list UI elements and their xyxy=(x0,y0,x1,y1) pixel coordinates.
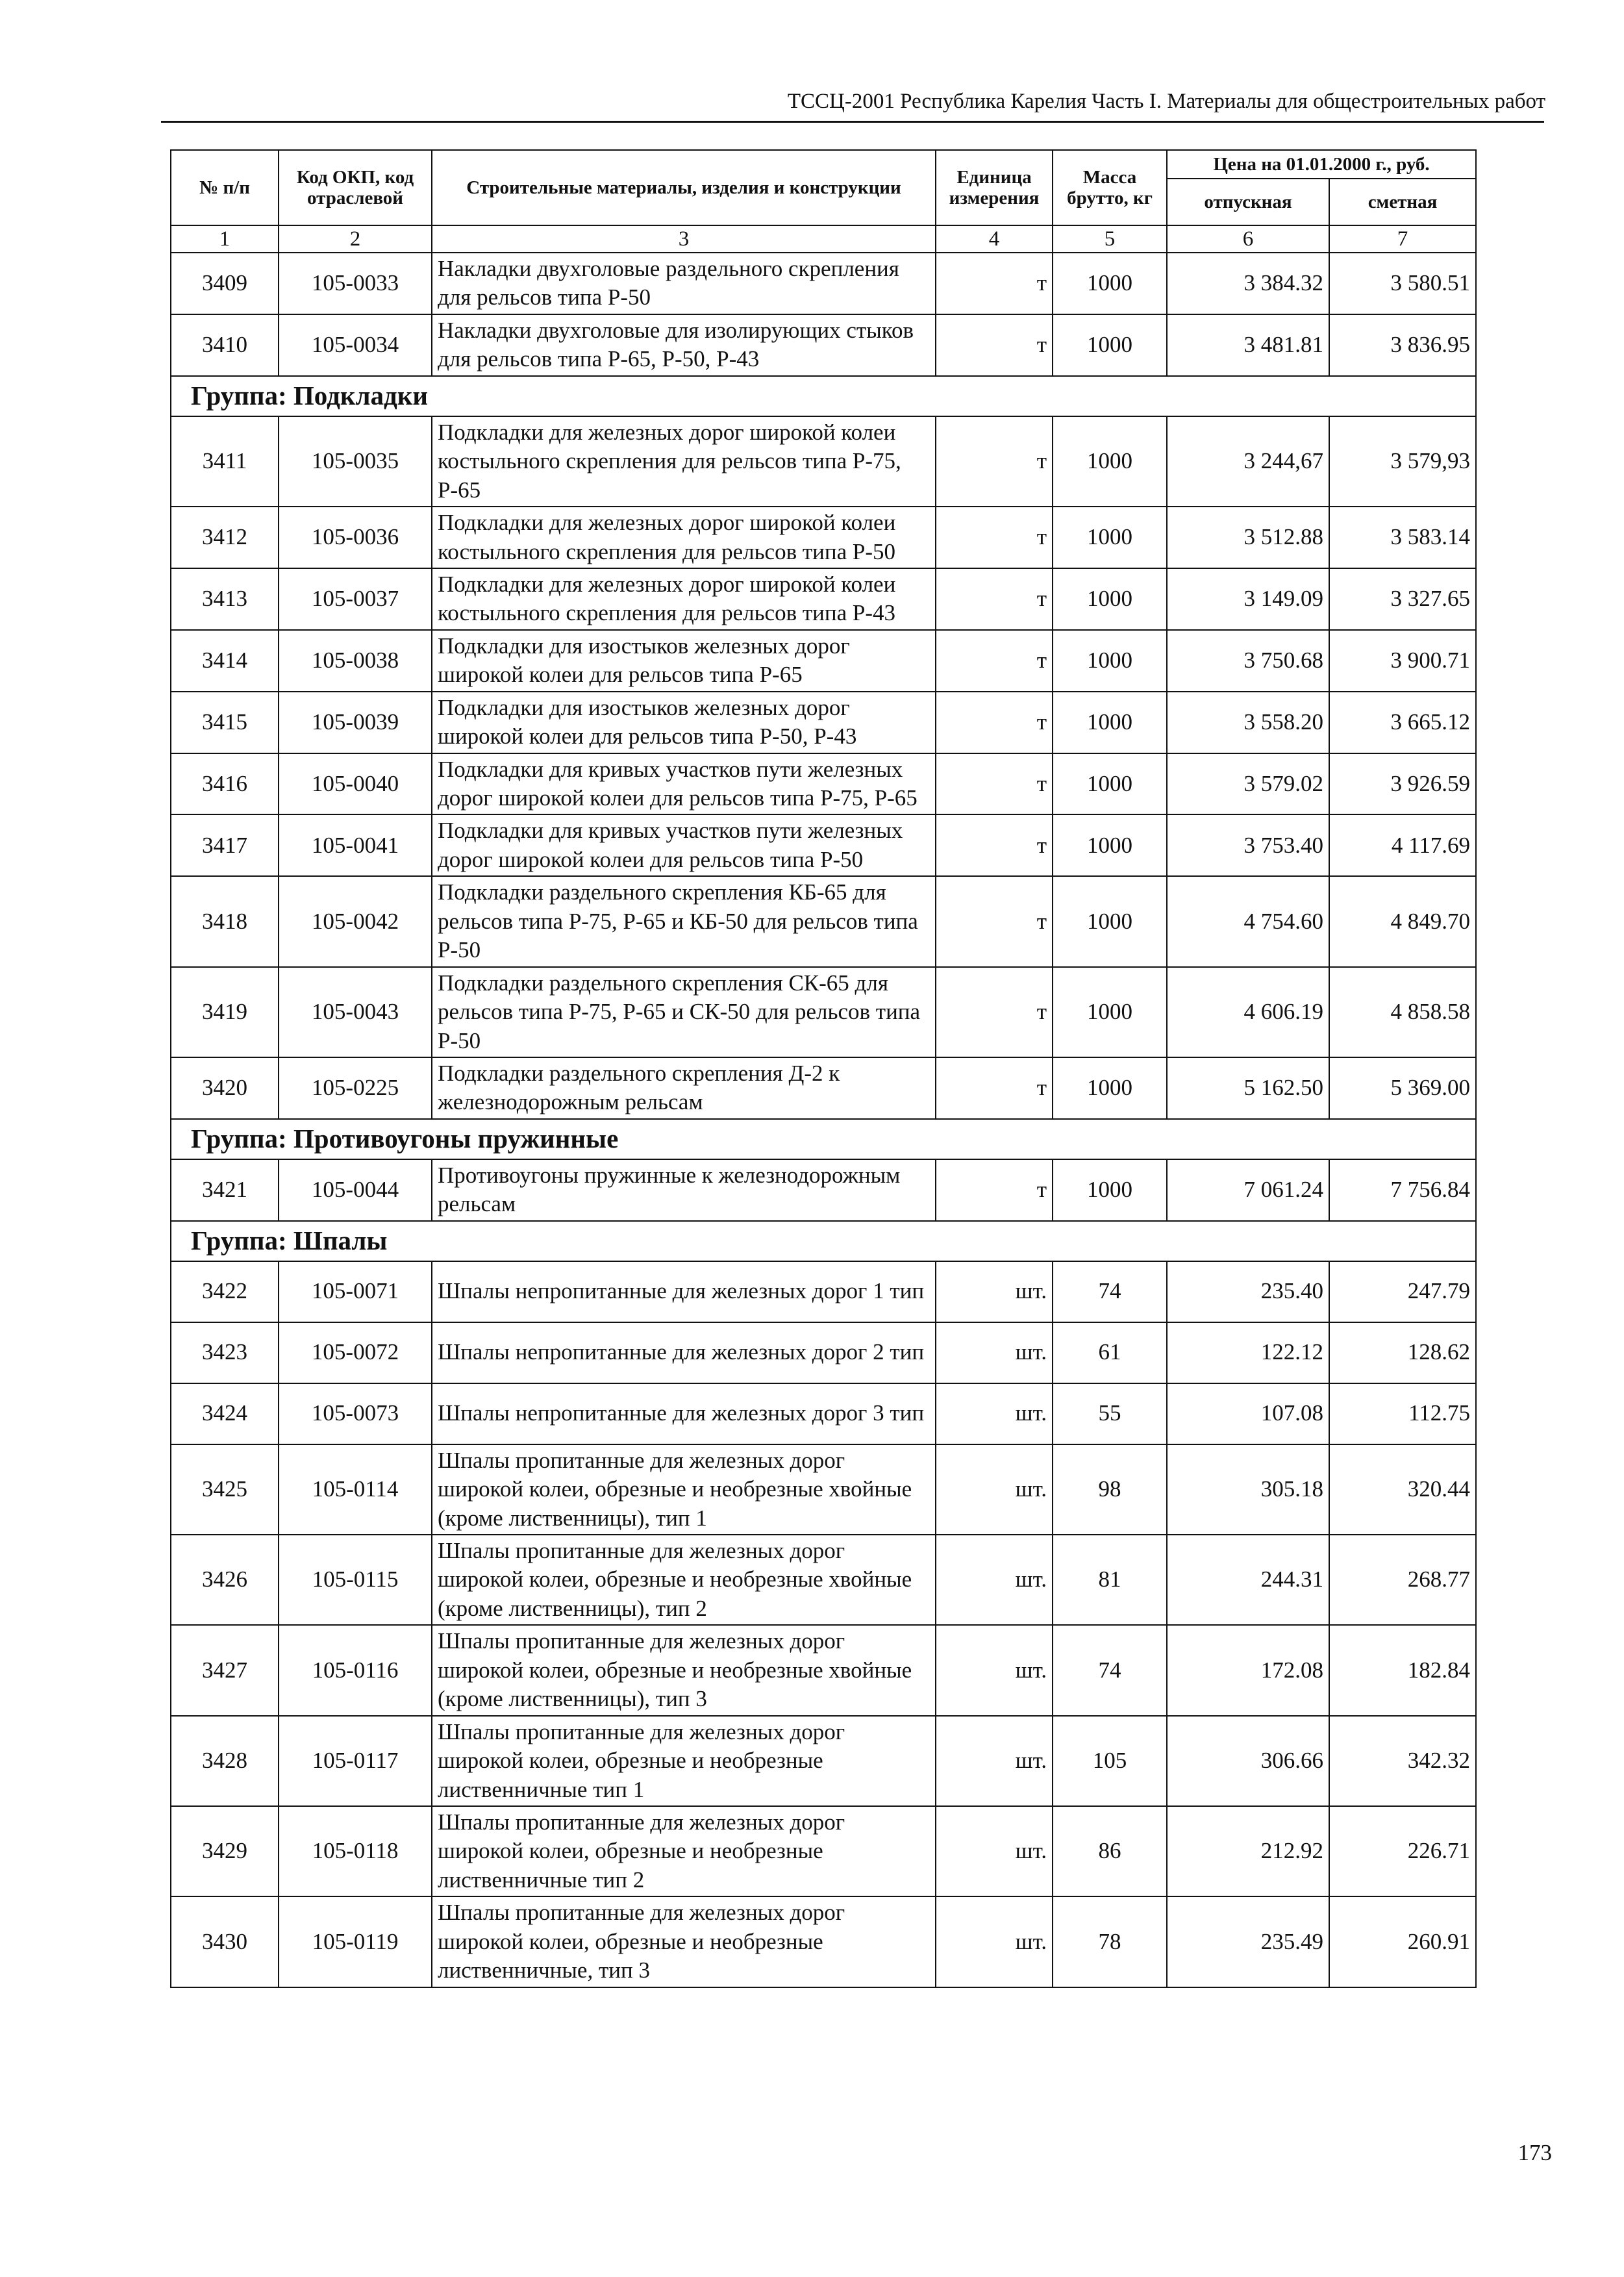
row-number: 3430 xyxy=(171,1896,279,1987)
unit-of-measure: шт. xyxy=(936,1896,1053,1987)
release-price: 3 750.68 xyxy=(1167,630,1329,692)
okp-code: 105-0035 xyxy=(279,416,432,507)
okp-code: 105-0043 xyxy=(279,967,432,1057)
row-number: 3423 xyxy=(171,1322,279,1383)
release-price: 3 244,67 xyxy=(1167,416,1329,507)
material-name: Подкладки для железных дорог широкой колеи костыльного скрепления для рельсов типа Р-75, Р-65 xyxy=(432,416,936,507)
okp-code: 105-0037 xyxy=(279,568,432,630)
release-price: 235.40 xyxy=(1167,1261,1329,1322)
unit-of-measure: т xyxy=(936,253,1053,314)
okp-code: 105-0117 xyxy=(279,1716,432,1806)
gross-mass: 61 xyxy=(1053,1322,1167,1383)
gross-mass: 1000 xyxy=(1053,1057,1167,1119)
row-number: 3415 xyxy=(171,692,279,753)
gross-mass: 1000 xyxy=(1053,876,1167,966)
table-row xyxy=(171,1322,1476,1383)
row-number: 3417 xyxy=(171,814,279,876)
row-number: 3413 xyxy=(171,568,279,630)
column-numbers-row xyxy=(171,225,1476,253)
estimate-price: 3 580.51 xyxy=(1329,253,1476,314)
gross-mass: 1000 xyxy=(1053,314,1167,376)
unit-of-measure: шт. xyxy=(936,1322,1053,1383)
estimate-price: 4 858.58 xyxy=(1329,967,1476,1057)
unit-of-measure: шт. xyxy=(936,1625,1053,1715)
release-price: 235.49 xyxy=(1167,1896,1329,1987)
okp-code: 105-0072 xyxy=(279,1322,432,1383)
estimate-price: 226.71 xyxy=(1329,1806,1476,1896)
table-row xyxy=(171,814,1476,876)
group-row xyxy=(171,1221,1476,1261)
gross-mass: 78 xyxy=(1053,1896,1167,1987)
row-number: 3428 xyxy=(171,1716,279,1806)
material-name: Противоугоны пружинные к железнодорожным рельсам xyxy=(432,1159,936,1221)
table-header xyxy=(171,150,1476,225)
gross-mass: 1000 xyxy=(1053,630,1167,692)
release-price: 212.92 xyxy=(1167,1806,1329,1896)
unit-of-measure: т xyxy=(936,1057,1053,1119)
col-header-price-release: отпускная xyxy=(1167,179,1329,225)
column-number: 3 xyxy=(432,225,936,253)
material-name: Подкладки для кривых участков пути железных дорог широкой колеи для рельсов типа Р-50 xyxy=(432,814,936,876)
unit-of-measure: шт. xyxy=(936,1716,1053,1806)
table-row xyxy=(171,253,1476,314)
release-price: 244.31 xyxy=(1167,1535,1329,1625)
header-rule xyxy=(161,121,1544,123)
okp-code: 105-0071 xyxy=(279,1261,432,1322)
col-header-num: № п/п xyxy=(171,150,279,225)
gross-mass: 74 xyxy=(1053,1625,1167,1715)
material-name: Подкладки для изостыков железных дорог широкой колеи для рельсов типа Р-50, Р-43 xyxy=(432,692,936,753)
material-name: Подкладки для железных дорог широкой колеи костыльного скрепления для рельсов типа Р-43 xyxy=(432,568,936,630)
material-name: Подкладки раздельного скрепления СК-65 для рельсов типа Р-75, Р-65 и СК-50 для рельсов типа Р-50 xyxy=(432,967,936,1057)
page-number: 173 xyxy=(1518,2140,1552,2165)
unit-of-measure: шт. xyxy=(936,1383,1053,1444)
table-body xyxy=(171,225,1476,1987)
column-number: 4 xyxy=(936,225,1053,253)
group-row xyxy=(171,1119,1476,1159)
row-number: 3426 xyxy=(171,1535,279,1625)
material-name: Шпалы непропитанные для железных дорог 2 тип xyxy=(432,1322,936,1383)
release-price: 172.08 xyxy=(1167,1625,1329,1715)
unit-of-measure: т xyxy=(936,568,1053,630)
unit-of-measure: шт. xyxy=(936,1261,1053,1322)
row-number: 3429 xyxy=(171,1806,279,1896)
unit-of-measure: шт. xyxy=(936,1806,1053,1896)
gross-mass: 1000 xyxy=(1053,416,1167,507)
column-number: 5 xyxy=(1053,225,1167,253)
material-name: Шпалы пропитанные для железных дорог широкой колеи, обрезные и необрезные лиственничные тип 2 xyxy=(432,1806,936,1896)
table-row xyxy=(171,1444,1476,1535)
group-title: Группа: Противоугоны пружинные xyxy=(171,1119,1476,1159)
gross-mass: 98 xyxy=(1053,1444,1167,1535)
release-price: 107.08 xyxy=(1167,1383,1329,1444)
release-price: 3 512.88 xyxy=(1167,507,1329,568)
row-number: 3414 xyxy=(171,630,279,692)
material-name: Шпалы пропитанные для железных дорог широкой колеи, обрезные и необрезные хвойные (кроме лиственницы), тип 1 xyxy=(432,1444,936,1535)
material-name: Подкладки раздельного скрепления КБ-65 для рельсов типа Р-75, Р-65 и КБ-50 для рельсов типа Р-50 xyxy=(432,876,936,966)
table-row xyxy=(171,1057,1476,1119)
release-price: 3 384.32 xyxy=(1167,253,1329,314)
row-number: 3420 xyxy=(171,1057,279,1119)
column-number: 6 xyxy=(1167,225,1329,253)
gross-mass: 105 xyxy=(1053,1716,1167,1806)
okp-code: 105-0225 xyxy=(279,1057,432,1119)
table-row xyxy=(171,1159,1476,1221)
estimate-price: 247.79 xyxy=(1329,1261,1476,1322)
estimate-price: 268.77 xyxy=(1329,1535,1476,1625)
release-price: 122.12 xyxy=(1167,1322,1329,1383)
table-row xyxy=(171,314,1476,376)
group-title: Группа: Подкладки xyxy=(171,376,1476,416)
release-price: 3 753.40 xyxy=(1167,814,1329,876)
estimate-price: 3 926.59 xyxy=(1329,753,1476,815)
table-row xyxy=(171,1535,1476,1625)
release-price: 3 558.20 xyxy=(1167,692,1329,753)
unit-of-measure: шт. xyxy=(936,1535,1053,1625)
release-price: 305.18 xyxy=(1167,1444,1329,1535)
estimate-price: 112.75 xyxy=(1329,1383,1476,1444)
unit-of-measure: т xyxy=(936,692,1053,753)
gross-mass: 81 xyxy=(1053,1535,1167,1625)
table-row xyxy=(171,1383,1476,1444)
okp-code: 105-0042 xyxy=(279,876,432,966)
okp-code: 105-0119 xyxy=(279,1896,432,1987)
col-header-price-group: Цена на 01.01.2000 г., руб. xyxy=(1167,150,1476,179)
okp-code: 105-0038 xyxy=(279,630,432,692)
row-number: 3412 xyxy=(171,507,279,568)
estimate-price: 320.44 xyxy=(1329,1444,1476,1535)
table-row xyxy=(171,507,1476,568)
row-number: 3422 xyxy=(171,1261,279,1322)
table-row xyxy=(171,568,1476,630)
table-row xyxy=(171,692,1476,753)
release-price: 4 754.60 xyxy=(1167,876,1329,966)
material-name: Шпалы непропитанные для железных дорог 1 тип xyxy=(432,1261,936,1322)
table-row xyxy=(171,1716,1476,1806)
row-number: 3421 xyxy=(171,1159,279,1221)
price-table xyxy=(170,149,1477,1988)
okp-code: 105-0034 xyxy=(279,314,432,376)
gross-mass: 1000 xyxy=(1053,814,1167,876)
table-row xyxy=(171,876,1476,966)
material-name: Накладки двухголовые раздельного скрепления для рельсов типа Р-50 xyxy=(432,253,936,314)
table-row xyxy=(171,1896,1476,1987)
table-row xyxy=(171,967,1476,1057)
estimate-price: 3 327.65 xyxy=(1329,568,1476,630)
unit-of-measure: т xyxy=(936,507,1053,568)
gross-mass: 74 xyxy=(1053,1261,1167,1322)
estimate-price: 128.62 xyxy=(1329,1322,1476,1383)
material-name: Подкладки для кривых участков пути железных дорог широкой колеи для рельсов типа Р-75, Р-65 xyxy=(432,753,936,815)
table-row xyxy=(171,753,1476,815)
estimate-price: 3 900.71 xyxy=(1329,630,1476,692)
release-price: 7 061.24 xyxy=(1167,1159,1329,1221)
okp-code: 105-0073 xyxy=(279,1383,432,1444)
row-number: 3427 xyxy=(171,1625,279,1715)
estimate-price: 182.84 xyxy=(1329,1625,1476,1715)
unit-of-measure: т xyxy=(936,416,1053,507)
material-name: Шпалы пропитанные для железных дорог широкой колеи, обрезные и необрезные лиственничные тип 1 xyxy=(432,1716,936,1806)
unit-of-measure: шт. xyxy=(936,1444,1053,1535)
unit-of-measure: т xyxy=(936,753,1053,815)
column-number: 2 xyxy=(279,225,432,253)
okp-code: 105-0115 xyxy=(279,1535,432,1625)
row-number: 3418 xyxy=(171,876,279,966)
row-number: 3416 xyxy=(171,753,279,815)
col-header-name: Строительные материалы, изделия и конструкции xyxy=(432,150,936,225)
column-number: 7 xyxy=(1329,225,1476,253)
column-number: 1 xyxy=(171,225,279,253)
row-number: 3424 xyxy=(171,1383,279,1444)
estimate-price: 3 665.12 xyxy=(1329,692,1476,753)
material-name: Подкладки раздельного скрепления Д-2 к железнодорожным рельсам xyxy=(432,1057,936,1119)
unit-of-measure: т xyxy=(936,967,1053,1057)
estimate-price: 3 583.14 xyxy=(1329,507,1476,568)
gross-mass: 86 xyxy=(1053,1806,1167,1896)
table-row xyxy=(171,1625,1476,1715)
estimate-price: 5 369.00 xyxy=(1329,1057,1476,1119)
material-name: Шпалы пропитанные для железных дорог широкой колеи, обрезные и необрезные хвойные (кроме лиственницы), тип 3 xyxy=(432,1625,936,1715)
material-name: Подкладки для изостыков железных дорог широкой колеи для рельсов типа Р-65 xyxy=(432,630,936,692)
estimate-price: 7 756.84 xyxy=(1329,1159,1476,1221)
estimate-price: 260.91 xyxy=(1329,1896,1476,1987)
okp-code: 105-0114 xyxy=(279,1444,432,1535)
col-header-mass: Масса брутто, кг xyxy=(1053,150,1167,225)
row-number: 3419 xyxy=(171,967,279,1057)
material-name: Накладки двухголовые для изолирующих стыков для рельсов типа Р-65, Р-50, Р-43 xyxy=(432,314,936,376)
unit-of-measure: т xyxy=(936,814,1053,876)
group-row xyxy=(171,376,1476,416)
material-name: Шпалы непропитанные для железных дорог 3 тип xyxy=(432,1383,936,1444)
row-number: 3411 xyxy=(171,416,279,507)
gross-mass: 1000 xyxy=(1053,568,1167,630)
group-title: Группа: Шпалы xyxy=(171,1221,1476,1261)
unit-of-measure: т xyxy=(936,630,1053,692)
okp-code: 105-0118 xyxy=(279,1806,432,1896)
col-header-code: Код ОКП, код отраслевой xyxy=(279,150,432,225)
gross-mass: 55 xyxy=(1053,1383,1167,1444)
row-number: 3410 xyxy=(171,314,279,376)
col-header-unit: Единица измерения xyxy=(936,150,1053,225)
estimate-price: 342.32 xyxy=(1329,1716,1476,1806)
estimate-price: 3 836.95 xyxy=(1329,314,1476,376)
table-row xyxy=(171,1806,1476,1896)
okp-code: 105-0036 xyxy=(279,507,432,568)
okp-code: 105-0041 xyxy=(279,814,432,876)
okp-code: 105-0044 xyxy=(279,1159,432,1221)
table-row xyxy=(171,416,1476,507)
estimate-price: 4 117.69 xyxy=(1329,814,1476,876)
unit-of-measure: т xyxy=(936,314,1053,376)
table-row xyxy=(171,1261,1476,1322)
gross-mass: 1000 xyxy=(1053,1159,1167,1221)
okp-code: 105-0033 xyxy=(279,253,432,314)
okp-code: 105-0039 xyxy=(279,692,432,753)
release-price: 3 579.02 xyxy=(1167,753,1329,815)
okp-code: 105-0040 xyxy=(279,753,432,815)
material-name: Подкладки для железных дорог широкой колеи костыльного скрепления для рельсов типа Р-50 xyxy=(432,507,936,568)
row-number: 3425 xyxy=(171,1444,279,1535)
release-price: 3 149.09 xyxy=(1167,568,1329,630)
gross-mass: 1000 xyxy=(1053,507,1167,568)
unit-of-measure: т xyxy=(936,1159,1053,1221)
release-price: 5 162.50 xyxy=(1167,1057,1329,1119)
release-price: 4 606.19 xyxy=(1167,967,1329,1057)
unit-of-measure: т xyxy=(936,876,1053,966)
release-price: 3 481.81 xyxy=(1167,314,1329,376)
gross-mass: 1000 xyxy=(1053,967,1167,1057)
estimate-price: 4 849.70 xyxy=(1329,876,1476,966)
gross-mass: 1000 xyxy=(1053,692,1167,753)
col-header-price-estimate: сметная xyxy=(1329,179,1476,225)
gross-mass: 1000 xyxy=(1053,753,1167,815)
estimate-price: 3 579,93 xyxy=(1329,416,1476,507)
row-number: 3409 xyxy=(171,253,279,314)
material-name: Шпалы пропитанные для железных дорог широкой колеи, обрезные и необрезные лиственничные, тип 3 xyxy=(432,1896,936,1987)
gross-mass: 1000 xyxy=(1053,253,1167,314)
material-name: Шпалы пропитанные для железных дорог широкой колеи, обрезные и необрезные хвойные (кроме лиственницы), тип 2 xyxy=(432,1535,936,1625)
running-header: ТССЦ-2001 Республика Карелия Часть I. Материалы для общестроительных работ xyxy=(787,90,1545,113)
table-row xyxy=(171,630,1476,692)
okp-code: 105-0116 xyxy=(279,1625,432,1715)
release-price: 306.66 xyxy=(1167,1716,1329,1806)
